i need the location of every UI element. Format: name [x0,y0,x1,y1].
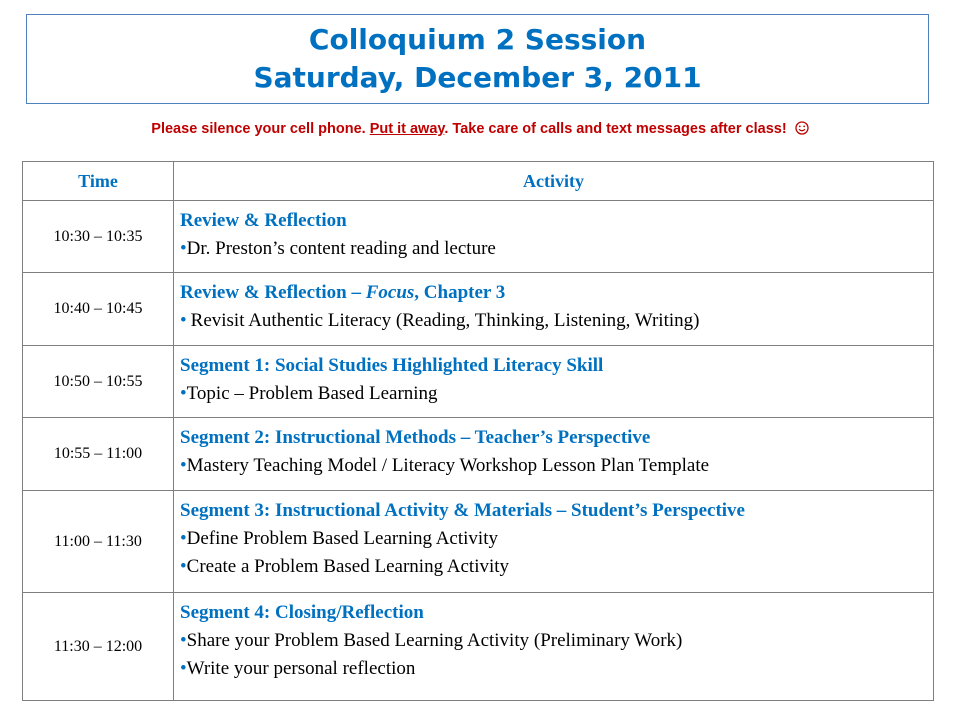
notice-text-2: . Take care of calls and text messages after class! [444,121,787,137]
bullet-icon: • [180,238,187,259]
activity-item-text: Share your Problem Based Learning Activity (Preliminary Work) [186,630,683,651]
time-cell: 10:40 – 10:45 [23,273,174,346]
time-cell: 11:00 – 11:30 [23,491,174,593]
session-title: Colloquium 2 Session [308,23,647,56]
activity-item-text: Revisit Authentic Literacy (Reading, Thinking, Listening, Writing) [190,310,700,331]
phone-notice [0,121,960,137]
title-box [26,14,929,104]
table-header-row [23,162,934,201]
activity-item-text: Mastery Teaching Model / Literacy Workshop Lesson Plan Template [186,455,710,476]
activity-heading [180,279,933,307]
activity-item [180,307,933,335]
heading-part: Review & Reflection – [180,282,366,303]
activity-cell [174,593,934,701]
smiley-icon [795,121,809,135]
agenda-table [22,161,934,701]
activity-heading: Segment 1: Social Studies Highlighted Literacy Skill [180,355,604,376]
bullet-icon: • [180,658,187,679]
time-cell: 11:30 – 12:00 [23,593,174,701]
heading-italic: Focus [365,282,415,303]
activity-heading: Review & Reflection [180,210,347,231]
table-row [23,491,934,593]
bullet-icon: • [180,528,187,549]
activity-item [180,553,933,581]
activity-cell [174,346,934,418]
heading-part: , Chapter 3 [414,282,506,303]
bullet-icon: • [180,556,187,577]
time-cell: 10:50 – 10:55 [23,346,174,418]
activity-item-text: Topic – Problem Based Learning [186,383,438,404]
header-activity: Activity [174,162,934,201]
activity-item-text: Dr. Preston’s content reading and lecture [186,238,496,259]
activity-item [180,235,933,263]
table-row [23,201,934,273]
activity-item [180,627,933,655]
activity-item-text: Create a Problem Based Learning Activity [186,556,510,577]
activity-item [180,380,933,408]
activity-item [180,452,933,480]
table-row [23,418,934,491]
bullet-icon: • [180,383,187,404]
activity-heading: Segment 3: Instructional Activity & Materials – Student’s Perspective [180,500,745,521]
bullet-icon: • [180,310,187,331]
activity-cell [174,201,934,273]
activity-item [180,525,933,553]
header-time: Time [23,162,174,201]
time-cell: 10:30 – 10:35 [23,201,174,273]
activity-heading: Segment 2: Instructional Methods – Teacher’s Perspective [180,427,651,448]
time-cell: 10:55 – 11:00 [23,418,174,491]
table-row [23,346,934,418]
activity-item-text: Write your personal reflection [186,658,416,679]
table-row [23,273,934,346]
activity-cell [174,273,934,346]
bullet-icon: • [180,630,187,651]
activity-heading: Segment 4: Closing/Reflection [180,602,424,623]
activity-cell [174,418,934,491]
notice-underlined: Put it away [369,121,445,137]
activity-cell [174,491,934,593]
table-row [23,593,934,701]
notice-text-1: Please silence your cell phone. [151,121,370,137]
session-date: Saturday, December 3, 2011 [253,61,702,94]
activity-item-text: Define Problem Based Learning Activity [186,528,498,549]
bullet-icon: • [180,455,187,476]
activity-item [180,655,933,683]
